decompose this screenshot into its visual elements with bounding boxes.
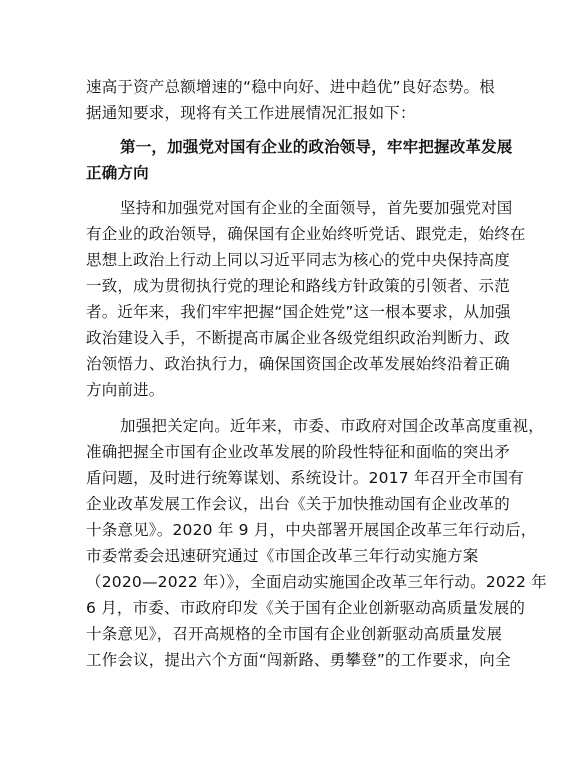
paragraph-line: 者。近年来，我们牢牢把握“国企姓党”这一根本要求，从加强 [86, 303, 511, 321]
paragraph-line: 6 月，市委、市政府印发《关于国有企业创新驱动高质量发展的 [86, 599, 526, 617]
paragraph-line: 思想上政治上行动上同以习近平同志为核心的党中央保持高度 [86, 251, 510, 269]
paragraph-line: 十条意见》。2020 年 9 月，中央部署开展国企改革三年行动后， [86, 521, 537, 539]
paragraph-line: 治领悟力、政治执行力，确保国资国企改革发展始终沿着正确 [86, 355, 510, 373]
intro-line: 速高于资产总额增速的“稳中向好、进中趋优”良好态势。根 [86, 78, 495, 96]
paragraph-line: （2020—2022 年）》，全面启动实施国企改革三年行动。2022 年 [86, 573, 547, 591]
paragraph-line: 有企业的政治领导，确保国有企业始终听党话、跟党走，始终在 [86, 225, 526, 243]
paragraph-line: 准确把握全市国有企业改革发展的阶段性特征和面临的突出矛 [86, 443, 510, 461]
paragraph-line: 企业改革发展工作会议，出台《关于加快推动国有企业改革的 [86, 495, 510, 513]
paragraph-line: 市委常委会迅速研究通过《市国企改革三年行动实施方案 [86, 547, 479, 565]
paragraph-line: 盾问题，及时进行统筹谋划、系统设计。2017 年召开全市国有 [86, 469, 524, 487]
paragraph-line: 十条意见》，召开高规格的全市国有企业创新驱动高质量发展 [86, 625, 503, 643]
paragraph-line: 一致，成为贯彻执行党的理论和路线方针政策的引领者、示范 [86, 277, 510, 295]
paragraph-line: 坚持和加强党对国有企业的全面领导，首先要加强党对国 [120, 199, 513, 217]
paragraph-line: 政治建设入手，不断提高市属企业各级党组织政治判断力、政 [86, 329, 510, 347]
paragraph-line: 方向前进。 [86, 381, 165, 399]
paragraph-line: 工作会议，提出六个方面“闯新路、勇攀登”的工作要求，向全 [86, 651, 511, 669]
paragraph-line: 加强把关定向。近年来，市委、市政府对国企改革高度重视， [120, 417, 544, 435]
section-heading-line: 第一，加强党对国有企业的政治领导，牢牢把握改革发展 [120, 138, 513, 156]
section-heading-line: 正确方向 [86, 164, 149, 182]
intro-line: 据通知要求，现将有关工作进展情况汇报如下： [86, 104, 416, 122]
